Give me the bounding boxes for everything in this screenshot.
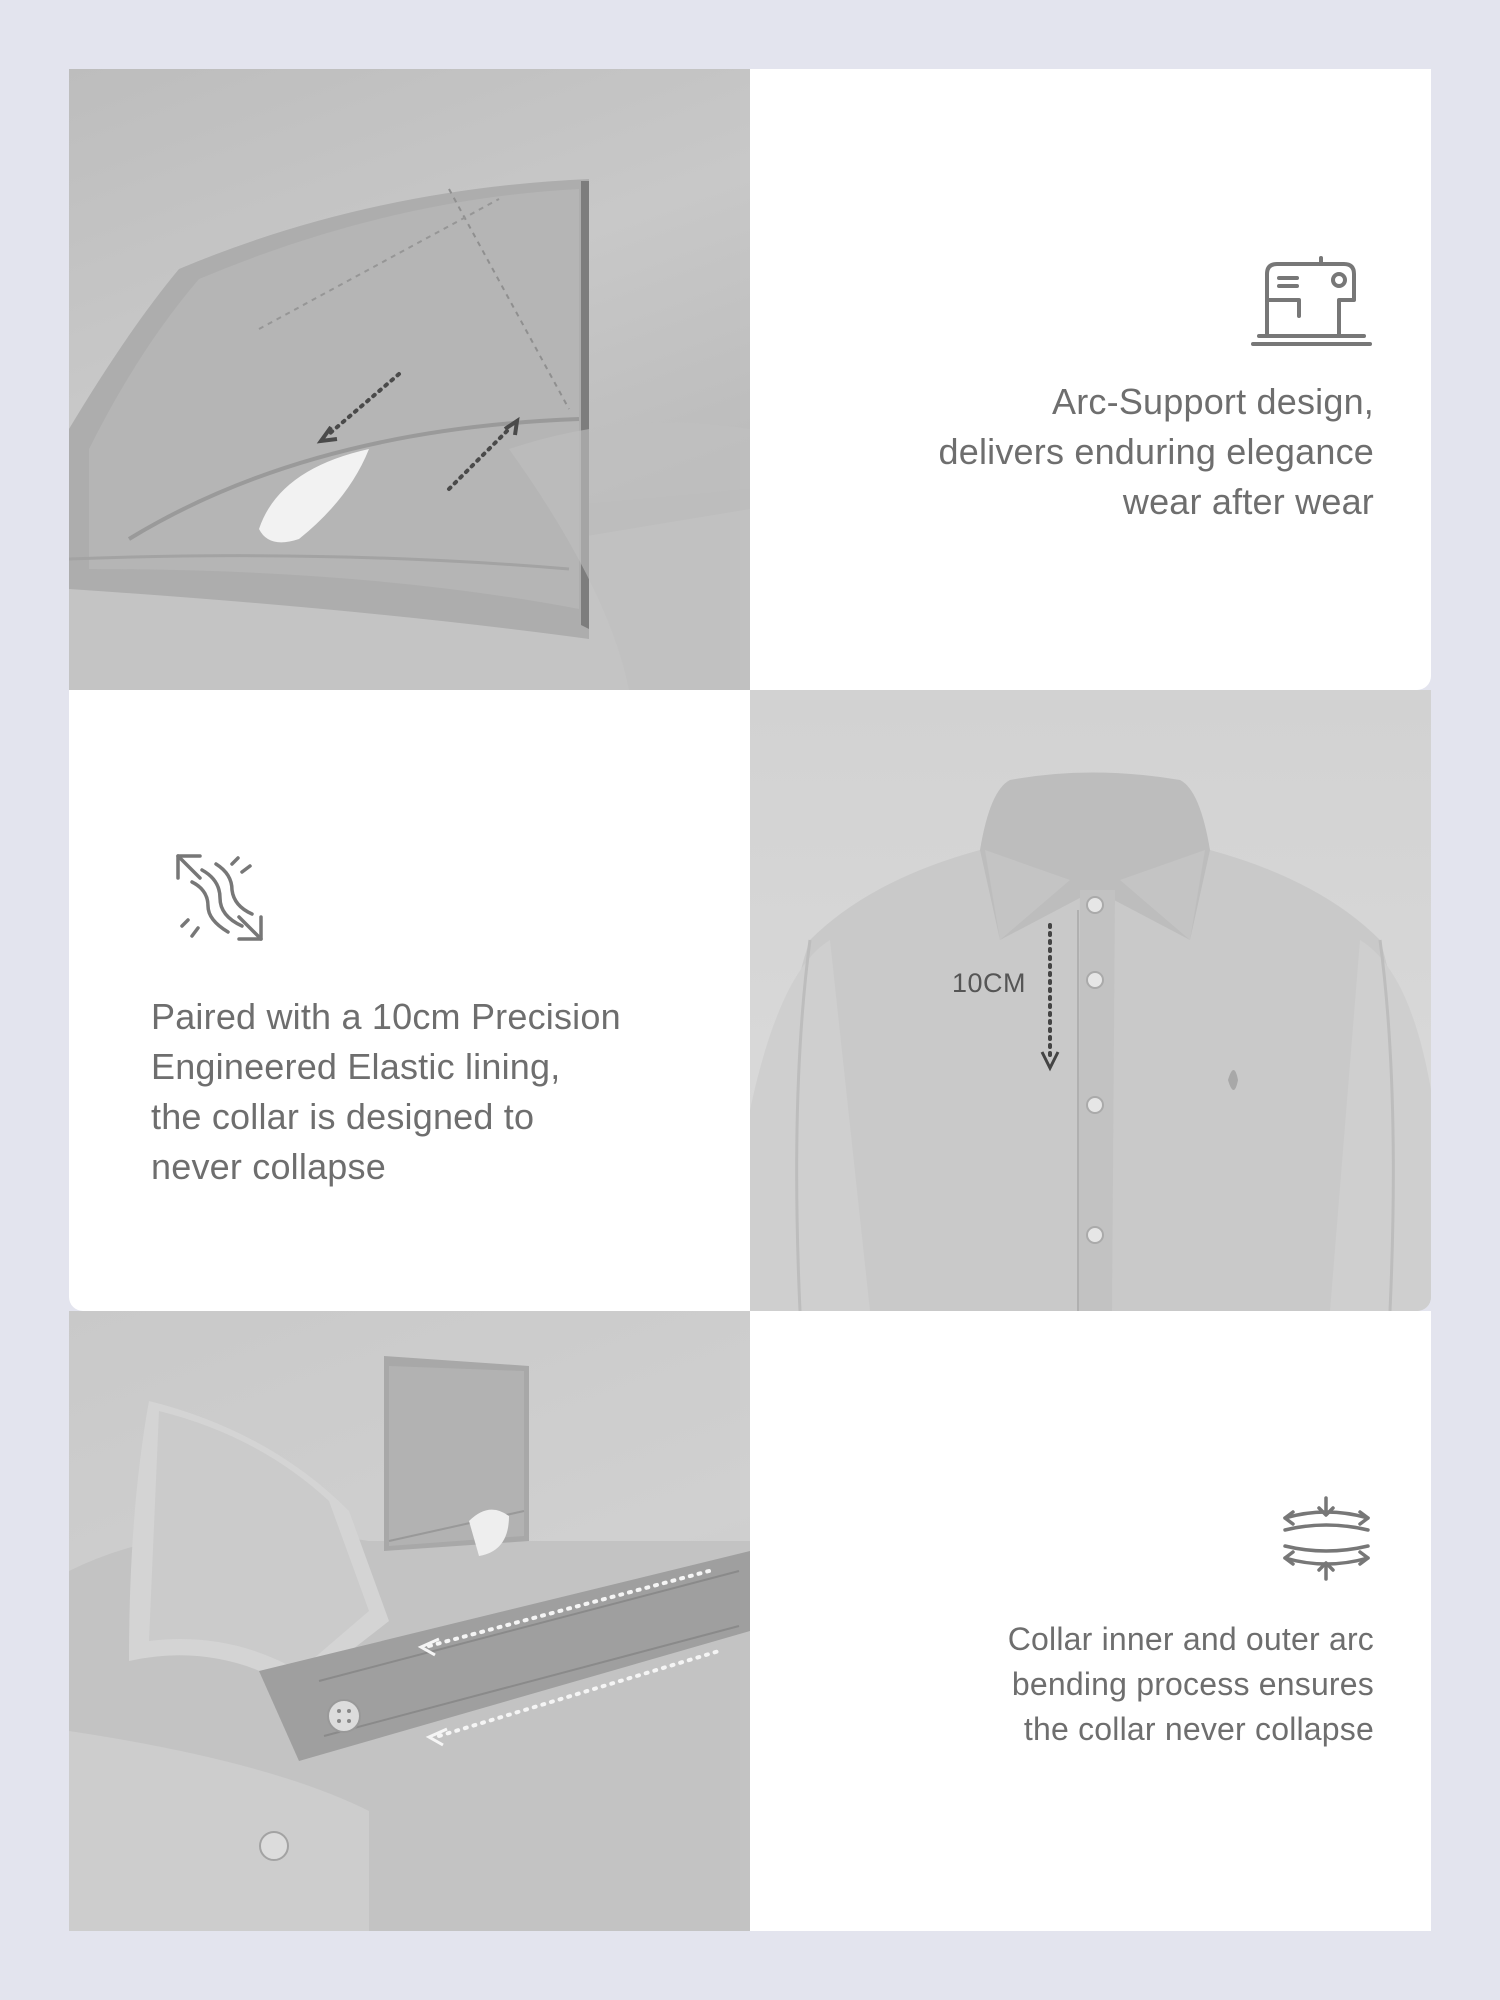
description-line: bending process ensures bbox=[1011, 1666, 1374, 1702]
compress-arc-icon bbox=[1279, 1496, 1374, 1581]
description-line: Engineered Elastic lining, bbox=[151, 1046, 561, 1087]
collar-angle-illustration bbox=[69, 1311, 750, 1931]
arc-support-description bbox=[939, 377, 1375, 527]
description-line: Arc-Support design, bbox=[1052, 381, 1374, 422]
feature-grid bbox=[69, 69, 1431, 1931]
shirt-front-photo bbox=[750, 690, 1431, 1311]
sewing-machine-icon bbox=[1249, 254, 1374, 349]
arc-bending-description bbox=[1008, 1617, 1374, 1752]
feature-panel-arc-bending bbox=[750, 1311, 1431, 1931]
stretch-fabric-icon bbox=[172, 850, 267, 945]
description-line: wear after wear bbox=[1122, 481, 1374, 522]
feature-panel-elastic-lining bbox=[69, 690, 750, 1311]
description-line: delivers enduring elegance bbox=[938, 431, 1374, 472]
shirt-front-illustration bbox=[750, 690, 1431, 1311]
description-line: the collar is designed to bbox=[151, 1096, 535, 1137]
description-line: never collapse bbox=[151, 1146, 386, 1187]
collar-tip-photo bbox=[69, 69, 750, 690]
description-line: Collar inner and outer arc bbox=[1007, 1621, 1374, 1657]
elastic-lining-description bbox=[151, 992, 621, 1192]
description-line: the collar never collapse bbox=[1023, 1711, 1374, 1747]
collar-angle-photo bbox=[69, 1311, 750, 1931]
feature-panel-arc-support bbox=[750, 69, 1431, 690]
description-line: Paired with a 10cm Precision bbox=[151, 996, 621, 1037]
collar-tip-illustration bbox=[69, 69, 750, 690]
collar-measure-label: 10CM bbox=[952, 968, 1027, 998]
